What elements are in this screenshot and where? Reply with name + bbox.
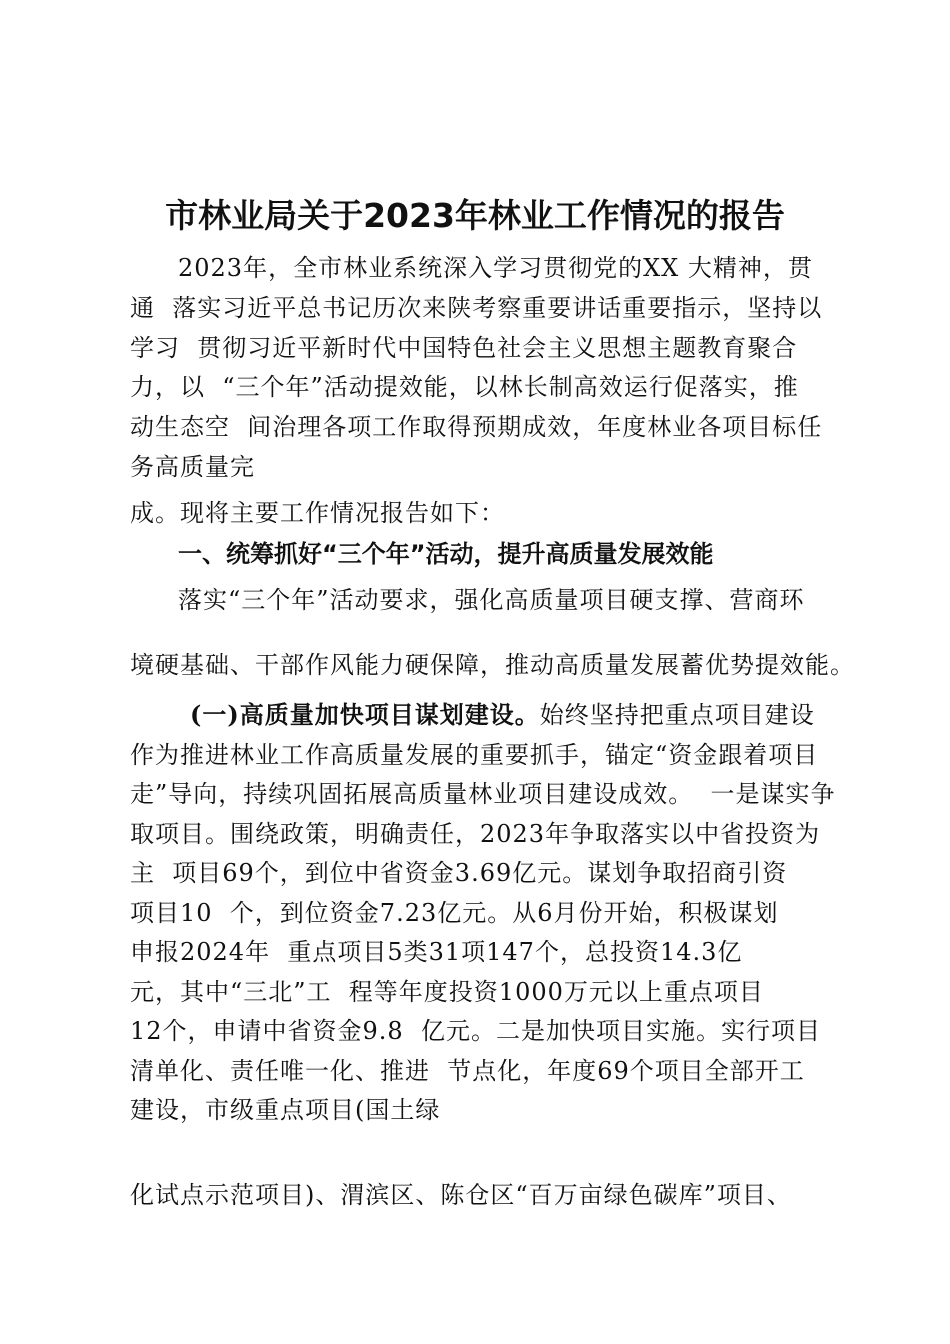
section-heading: 一、统筹抓好“三个年”活动，提升高质量发展效能 [178, 540, 714, 568]
subsection-line: 申报2024年 重点项目5类31项147个，总投资14.3亿 [130, 938, 743, 966]
subsection-line: 建设，市级重点项目(国土绿 [130, 1096, 441, 1124]
intro-line: 务高质量完 [130, 453, 255, 481]
subsection-line: 清单化、责任唯一化、推进 节点化，年度69个项目全部开工 [130, 1057, 805, 1085]
subsection-line: 项目10 个，到位资金7.23亿元。从6月份开始，积极谋划 [130, 899, 779, 927]
subsection-lead: (一)高质量加快项目谋划建设。 [190, 700, 540, 729]
subsection-line: 12个，申请中省资金9.8 亿元。二是加快项目实施。实行项目 [130, 1017, 821, 1045]
subsection-line: 走”导向，持续巩固拓展高质量林业项目建设成效。 一是谋实争 [130, 780, 836, 808]
subsection-line: 作为推进林业工作高质量发展的重要抓手，锚定“资金跟着项目 [130, 741, 819, 769]
subsection-first-line-text: 始终坚持把重点项目建设 [539, 701, 815, 729]
subsection-line: 化试点示范项目)、渭滨区、陈仓区“百万亩绿色碳库”项目、 [130, 1181, 792, 1209]
subsection-line: 取项目。围绕政策，明确责任，2023年争取落实以中省投资为 [130, 820, 821, 848]
subsection-first-line [190, 700, 815, 730]
intro-line: 动生态空 间治理各项工作取得预期成效，年度林业各项目标任 [130, 413, 823, 441]
intro-line: 学习 贯彻习近平新时代中国特色社会主义思想主题教育聚合 [130, 334, 798, 362]
section-line: 落实“三个年”活动要求，强化高质量项目硬支撑、营商环 [178, 586, 805, 614]
section-line: 境硬基础、干部作风能力硬保障，推动高质量发展蓄优势提效能。 [130, 651, 855, 679]
intro-line: 2023年，全市林业系统深入学习贯彻党的XX 大精神，贯 [178, 254, 813, 282]
intro-line: 成。现将主要工作情况报告如下： [130, 499, 505, 527]
intro-line: 力，以 “三个年”活动提效能，以林长制高效运行促落实，推 [130, 373, 799, 401]
intro-line: 通 落实习近平总书记历次来陕考察重要讲话重要指示，坚持以 [130, 294, 823, 322]
subsection-line: 主 项目69个，到位中省资金3.69亿元。谋划争取招商引资 [130, 859, 788, 887]
subsection-line: 元，其中“三北”工 程等年度投资1000万元以上重点项目 [130, 978, 764, 1006]
document-title: 市林业局关于2023年林业工作情况的报告 [165, 196, 785, 235]
